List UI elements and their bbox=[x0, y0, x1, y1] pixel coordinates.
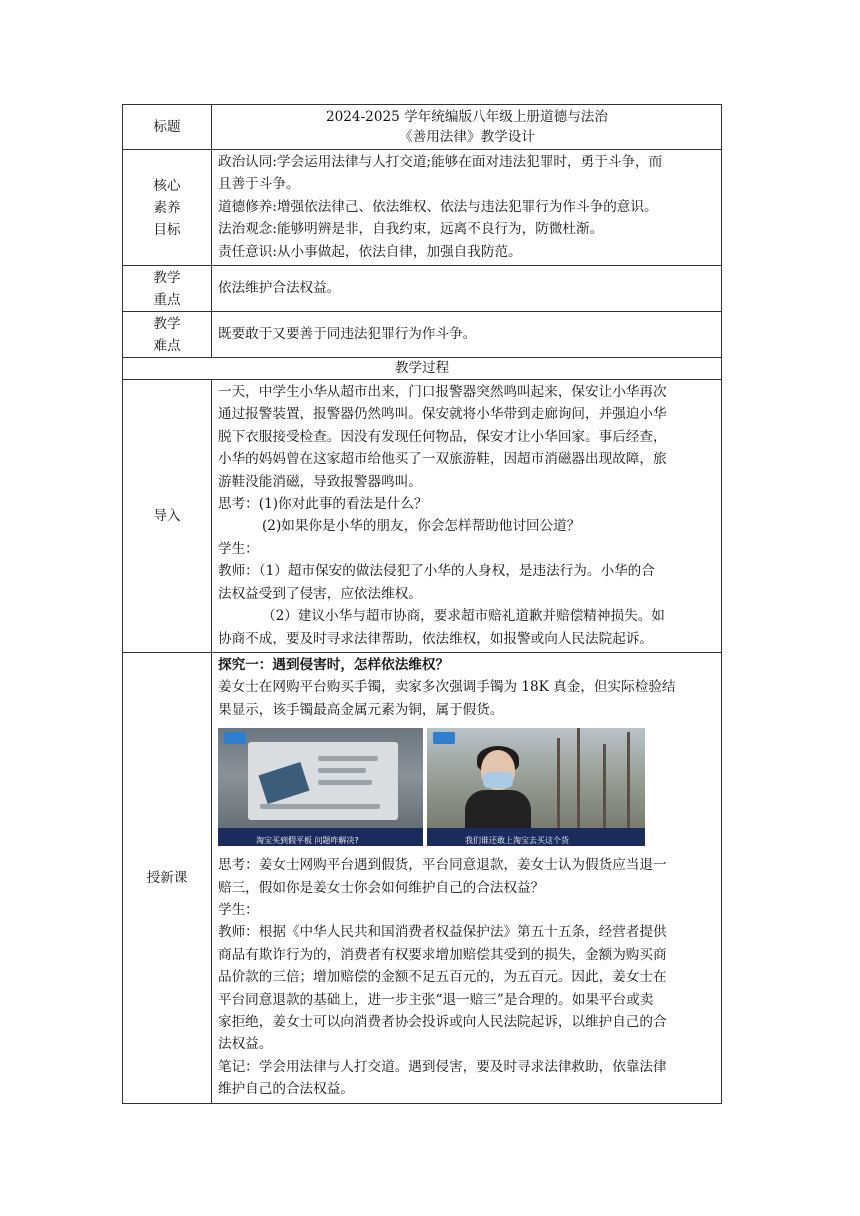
core-content: 政治认同:学会运用法律与人打交道;能够在面对违法犯罪时，勇于斗争，而 且善于斗争。 道德修养:增强依法律己、依法维权、依法与违法犯罪行为作斗争的意识。 法治观念:能够明辨是非，自我约束，远离不良行为，防微杜渐。 责任意识:从小事做起，依法自律，加强自我防范。 bbox=[212, 150, 722, 266]
news-caption-1: 淘宝买到假平板 问题咋解决? bbox=[218, 828, 423, 846]
title-row bbox=[123, 105, 722, 150]
news-caption-2: 我们谁还敢上淘宝去买这个货 bbox=[427, 828, 645, 846]
core-label: 核心 素养 目标 bbox=[123, 150, 212, 266]
new-lesson-row bbox=[123, 652, 722, 1103]
process-header-row bbox=[123, 358, 722, 380]
intro-label: 导入 bbox=[123, 380, 212, 653]
difficulty-row bbox=[123, 312, 722, 358]
difficulty-label: 教学 难点 bbox=[123, 312, 212, 358]
intro-content: 一天，中学生小华从超市出来，门口报警器突然鸣叫起来，保安让小华再次 通过报警装置，报警器仍然鸣叫。保安就将小华带到走廊询问，并强迫小华 脱下衣服接受检查。因没有发现任何物品，保安才让小华回家。事后经查， 小华的妈妈曾在这家超市给他买了一双旅游鞋，因超市消磁器出现故障，旅 游鞋没能消磁，导致报警器鸣叫。 思考：(1)你对此事的看法是什么？ (2)如果你是小华的朋友，你会怎样帮助他讨回公道？ 学生： 教师：（1）超市保安的做法侵犯了小华的人身权，是违法行为。小华的合 法权益受到了侵害，应依法维权。 （2）建议小华与超市协商，要求超市赔礼道歉并赔偿精神损失。如 协商不成，要及时寻求法律帮助，依法维权，如报警或向人民法院起诉。 bbox=[212, 380, 722, 653]
news-screenshots bbox=[218, 728, 716, 846]
core-row bbox=[123, 150, 722, 266]
tv-logo-icon bbox=[433, 732, 455, 744]
title-line-1: 2024-2025 学年统编版八年级上册道德与法治 bbox=[325, 109, 608, 125]
news-screenshot-tablet bbox=[218, 728, 423, 846]
new-lesson-label: 授新课 bbox=[123, 652, 212, 1103]
inquiry-heading: 探究一：遇到侵害时，怎样依法维权？ bbox=[218, 656, 450, 673]
title-label: 标题 bbox=[123, 105, 212, 150]
title-line-2: 《善用法律》教学设计 bbox=[399, 129, 535, 145]
title-cell bbox=[212, 105, 722, 150]
intro-row bbox=[123, 380, 722, 653]
phone-screen-image bbox=[248, 742, 398, 820]
difficulty-content: 既要敢于又要善于同违法犯罪行为作斗争。 bbox=[212, 312, 722, 358]
key-point-label: 教学 重点 bbox=[123, 266, 212, 312]
tv-logo-icon bbox=[224, 732, 246, 744]
new-lesson-content: 探究一：遇到侵害时，怎样依法维权？ 姜女士在网购平台购买手镯，卖家多次强调手镯为 18K 真金，但实际检验结 果显示，该手镯最高金属元素为铜，属于假货。 淘宝买到假平板 问题咋解决? 我们谁还敢上淘宝去买这个货 思考：姜女士网购平台遇到假货，平台同意退款，姜女士认为假货应当退一 赔三，假如你是姜女士你会如何维护自己的合法权益？ 学生： 教师：根据《中华人民共和国消费者权益保护法》第五十五条，经营者提供 商品有欺诈行为的，消费者有权要求增加赔偿其受到的损失，金额为购买商 品价款的三倍；增加赔偿的金额不足五百元的，为五百元。因此，姜女士在 平台同意退款的基础上，进一步主张“退一赔三”是合理的。如果平台或卖 家拒绝，姜女士可以向消费者协会投诉或向人民法院起诉，以维护自己的合 法权益。 笔记：学会用法律与人打交道。遇到侵害，要及时寻求法律救助，依靠法律 维护自己的合法权益。 bbox=[212, 652, 722, 1103]
key-point-row bbox=[123, 266, 722, 312]
key-point-content: 依法维护合法权益。 bbox=[212, 266, 722, 312]
news-screenshot-interview bbox=[427, 728, 645, 846]
lesson-plan-table bbox=[122, 104, 722, 1104]
tablet-icon bbox=[258, 762, 309, 804]
process-header: 教学过程 bbox=[123, 358, 722, 380]
